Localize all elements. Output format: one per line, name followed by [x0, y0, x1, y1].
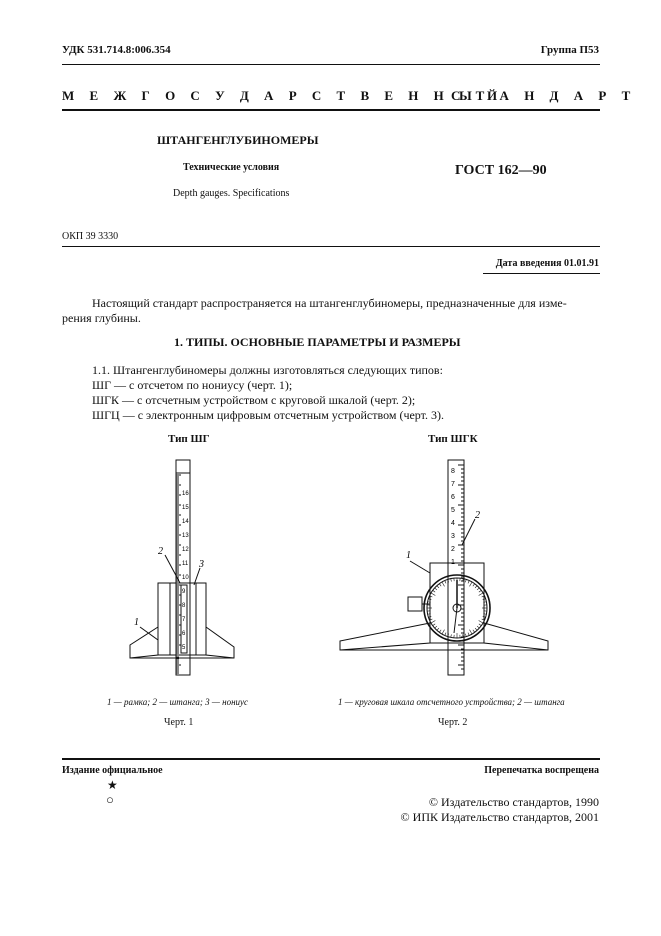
fig1-caption: 1 — рамка; 2 — штанга; 3 — нониус — [107, 697, 249, 707]
fig2-scale-number: 8 — [451, 468, 455, 475]
fig2-label: Черт. 2 — [438, 717, 468, 728]
fig2-scale-number: 5 — [451, 507, 455, 514]
fig2-dial-tick — [473, 630, 475, 632]
type-shgc: ШГЦ — с электронным цифровым отсчетным устройством (черт. 3). — [92, 408, 444, 422]
fig2-dial-tick — [437, 586, 439, 588]
okp-code: ОКП 39 3330 — [62, 231, 119, 242]
fig2-dial-tick — [479, 593, 483, 596]
fig2-dial-tick — [475, 628, 477, 630]
fig1-scale-number: 16 — [182, 491, 189, 497]
fig1-drawing — [110, 455, 250, 685]
fig1-scale-number: 15 — [182, 505, 189, 511]
title-sub: Технические условия — [183, 162, 280, 173]
fig2-dial-tick — [477, 626, 479, 628]
reprint-prohibited: Перепечатка воспрещена — [484, 765, 599, 776]
fig2-scale-number: 3 — [451, 533, 455, 540]
fig2-dial-tick — [439, 584, 441, 586]
type-shgk: ШГК — с отсчетным устройством с круговой шкалой (черт. 2); — [92, 393, 416, 407]
fig1-label: Черт. 1 — [164, 717, 194, 728]
fig2-dial-tick — [433, 590, 435, 592]
fig1-scale-number: 14 — [182, 519, 189, 525]
fig1-title: Тип ШГ — [168, 433, 210, 445]
fig2-dial-tick — [442, 630, 445, 634]
title-english: Depth gauges. Specifications — [173, 188, 290, 199]
fig2-dial-tick — [473, 584, 475, 586]
banner-right: С Т А Н Д А Р Т — [451, 88, 637, 103]
intro-date-rule — [483, 273, 600, 274]
fig2-dial-tick — [435, 626, 437, 628]
fig2-dial-tick — [431, 621, 435, 624]
fig2-dial-tick — [431, 593, 435, 596]
official-edition: Издание официальное — [62, 765, 163, 776]
fig1-scale-number: 5 — [182, 645, 186, 651]
fig2-dial-tick — [451, 634, 452, 637]
fig2-dial-tick — [470, 582, 473, 586]
gost-number: ГОСТ 162—90 — [455, 163, 547, 178]
fig1-scale-number: 8 — [182, 603, 186, 609]
item-1-1: 1.1. Штангенглубиномеры должны изготовляться следующих типов: — [92, 363, 443, 377]
intro-paragraph-line2: рения глубины. — [62, 311, 141, 325]
fig2-dial-tick — [470, 630, 473, 634]
intro-paragraph-line1: Настоящий стандарт распространяется на штангенглубиномеры, предназначенные для изме- — [92, 296, 567, 310]
fig2-scale-number: 4 — [451, 520, 455, 527]
fig1-scale-number: 9 — [182, 589, 186, 595]
fig2-scale-number: 6 — [451, 494, 455, 501]
fig2-dial-tick — [479, 624, 481, 626]
copyright-2001: © ИПК Издательство стандартов, 2001 — [400, 810, 599, 824]
okp-rule — [62, 246, 600, 247]
section-heading: 1. ТИПЫ. ОСНОВНЫЕ ПАРАМЕТРЫ И РАЗМЕРЫ — [174, 335, 461, 349]
fig2-callout-2: 2 — [475, 510, 480, 521]
fig2-scale-number: 2 — [451, 546, 455, 553]
fig2-dial-tick — [445, 633, 446, 636]
fig2-dial-tick — [465, 634, 466, 637]
fig1-scale-number: 7 — [182, 617, 186, 623]
udk-code: УДК 531.714.8:006.354 — [62, 44, 171, 56]
fig1-scale-number: 6 — [182, 631, 186, 637]
fig2-dial-tick — [445, 581, 446, 584]
banner-left: М Е Ж Г О С У Д А Р С Т В Е Н Н Ы Й — [62, 88, 504, 103]
fig2-dial-tick — [437, 628, 439, 630]
fig2-scale-number: 1 — [451, 559, 455, 566]
footer-rule — [62, 758, 600, 760]
fig1-scale-number: 10 — [182, 575, 189, 581]
fig2-dial-tick — [451, 579, 452, 582]
banner-rule — [62, 109, 600, 111]
fig2-dial-tick — [439, 630, 441, 632]
fig1-scale-number: 12 — [182, 547, 189, 553]
header-rule — [62, 64, 600, 65]
fig2-title: Тип ШГК — [428, 433, 478, 445]
circle-icon: ○ — [106, 792, 114, 807]
intro-date — [496, 258, 599, 269]
fig2-dial-tick — [442, 582, 445, 586]
intro-date-value: 01.01.91 — [564, 258, 599, 269]
fig2-callout-1: 1 — [406, 550, 411, 561]
fig2-dial-tick — [479, 590, 481, 592]
fig1-callout-3: 3 — [199, 559, 204, 570]
title-main: ШТАНГЕНГЛУБИНОМЕРЫ — [157, 133, 319, 147]
fig2-dial-tick — [465, 579, 466, 582]
fig2-drawing — [330, 455, 560, 685]
fig1-scale-number: 13 — [182, 533, 189, 539]
fig2-caption: 1 — круговая шкала отсчетного устройства; 2 — штанга — [338, 697, 565, 707]
type-shg: ШГ — с отсчетом по нониусу (черт. 1); — [92, 378, 293, 392]
fig2-scale-number: 7 — [451, 481, 455, 488]
group-code: Группа П53 — [540, 44, 599, 56]
fig2-dial-tick — [475, 586, 477, 588]
fig1-callout-2: 2 — [158, 546, 163, 557]
intro-date-label: Дата введения — [495, 258, 562, 269]
fig2-dial-tick — [477, 588, 479, 590]
fig2-dial-tick — [433, 624, 435, 626]
fig1-callout-1: 1 — [134, 617, 139, 628]
fig1-scale-number: 11 — [182, 561, 189, 567]
fig2-dial-tick — [468, 581, 469, 584]
fig2-dial-tick — [435, 588, 437, 590]
star-icon: ★ — [107, 778, 118, 792]
fig2-dial-tick — [468, 633, 469, 636]
fig2-dial-tick — [479, 621, 483, 624]
copyright-1990: © Издательство стандартов, 1990 — [428, 795, 599, 809]
